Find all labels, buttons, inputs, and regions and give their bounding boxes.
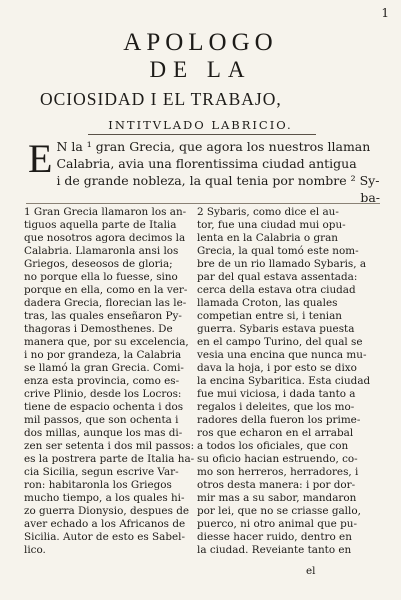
main-text-line: i de grande nobleza, la qual tenia por nombre ² Sy-: [56, 173, 380, 188]
footnote-line: competian entre si, i tenian: [197, 310, 342, 322]
drop-initial: E: [28, 136, 53, 181]
footnote-line: regalos i deleites, que los mo-: [197, 401, 355, 413]
footnote-line: la encina Sybaritica. Esta ciudad: [197, 375, 371, 387]
title-line-2: DE LA: [149, 57, 252, 82]
catchword: el: [306, 565, 316, 577]
footnote-line: zen ser setenta i dos mil passos:: [24, 440, 195, 452]
footnote-line: cerca della estava otra ciudad: [197, 284, 356, 296]
footnote-line: enza esta provincia, como es-: [24, 375, 180, 387]
title-rule: [88, 134, 316, 135]
footnote-line: Grecia, la qual tomó este nom-: [197, 245, 359, 257]
main-text-line: Calabria, avia una florentissima ciudad antigua: [56, 156, 357, 171]
main-text-line: ba-: [360, 190, 380, 205]
footnote-line: en el campo Turino, del qual se: [197, 336, 363, 348]
footnote-line: por lei, que no se criasse gallo,: [197, 505, 361, 517]
footnote-line: mil passos, que son ochenta i: [24, 414, 179, 426]
footnote-line: manera que, por su excelencia,: [24, 336, 189, 348]
footnote-line: llamada Croton, las quales: [197, 297, 338, 309]
footnote-line: lenta en la Calabria o gran: [197, 232, 338, 244]
footnote-line: porque en ella, como en la ver-: [24, 284, 188, 296]
footnote-line: diesse hacer ruido, dentro en: [197, 531, 352, 543]
footnote-line: puerco, ni otro animal que pu-: [197, 518, 357, 530]
footnote-column-left: [24, 206, 195, 557]
footnote-line: a todos los oficiales, que con: [197, 440, 349, 452]
main-text-line: N la ¹ gran Grecia, que agora los nuestros llaman: [56, 139, 371, 154]
footnote-line: lico.: [24, 544, 46, 556]
footnote-line: su oficio hacian estruendo, co-: [197, 453, 358, 465]
footnote-line: dava la hoja, i por esto se dixo: [197, 362, 357, 374]
footnote-line: mir mas a su sabor, mandaron: [197, 492, 357, 504]
title-line-3: OCIOSIDAD I EL TRABAJO,: [40, 89, 282, 109]
footnote-line: vesia una encina que nunca mu-: [197, 349, 367, 361]
footnote-line: otros desta manera: i por dor-: [197, 479, 356, 491]
footnote-line: la ciudad. Reveiante tanto en: [197, 544, 352, 556]
footnote-line: bre de un rio llamado Sybaris, a: [197, 258, 367, 270]
footnote-line: se llamó la gran Grecia. Comi-: [24, 362, 184, 374]
footnote-line: 1 Gran Grecia llamaron los an-: [24, 206, 187, 218]
footnote-line: ros que echaron en el arrabal: [197, 427, 354, 439]
footnote-line: zo guerra Dionysio, despues de: [24, 505, 190, 517]
footnote-line: mucho tiempo, a los quales hi-: [24, 492, 185, 504]
footnote-line: thagoras i Demosthenes. De: [24, 323, 173, 335]
notes-rule: [26, 203, 380, 204]
footnote-line: tor, fue una ciudad mui opu-: [197, 219, 346, 231]
main-text: [28, 138, 388, 206]
footnote-line: que nosotros agora decimos la: [24, 232, 186, 244]
footnote-column-right: [197, 206, 379, 557]
footnote-line: dadera Grecia, florecian las le-: [24, 297, 187, 309]
footnote-line: es la postrera parte de Italia ha-: [24, 453, 195, 465]
footnote-line: Calabria. Llamaronla ansi los: [24, 245, 179, 257]
page-number: 1: [381, 6, 389, 20]
footnote-line: par del qual estava assentada:: [197, 271, 358, 283]
footnote-line: mo son herreros, herradores, i: [197, 466, 359, 478]
footnote-line: aver echado a los Africanos de: [24, 518, 186, 530]
subtitle: INTITVLADO LABRICIO.: [108, 118, 293, 132]
title-line-1: APOLOGO: [123, 29, 278, 56]
footnote-line: tiguos aquella parte de Italia: [24, 219, 177, 231]
footnote-line: tiene de espacio ochenta i dos: [24, 401, 184, 413]
footnote-line: fue mui viciosa, i dada tanto a: [197, 388, 356, 400]
footnote-line: cia Sicilia, segun escrive Var-: [24, 466, 179, 478]
footnote-line: 2 Sybaris, como dice el au-: [197, 206, 339, 218]
footnote-line: radores della fueron los prime-: [197, 414, 361, 426]
footnote-line: tras, las quales enseñaron Py-: [24, 310, 182, 322]
footnote-line: ron: habitaronla los Griegos: [24, 479, 172, 491]
footnote-line: Sicilia. Autor de esto es Sabel-: [24, 531, 185, 543]
footnote-line: guerra. Sybaris estava puesta: [197, 323, 355, 335]
footnote-line: dos millas, aunque los mas di-: [24, 427, 183, 439]
footnote-line: i no por grandeza, la Calabria: [24, 349, 182, 361]
footnote-line: crive Plinio, desde los Locros:: [24, 388, 182, 400]
footnote-line: no porque ella lo fuesse, sino: [24, 271, 178, 283]
footnote-line: Griegos, deseosos de gloria;: [24, 258, 173, 270]
